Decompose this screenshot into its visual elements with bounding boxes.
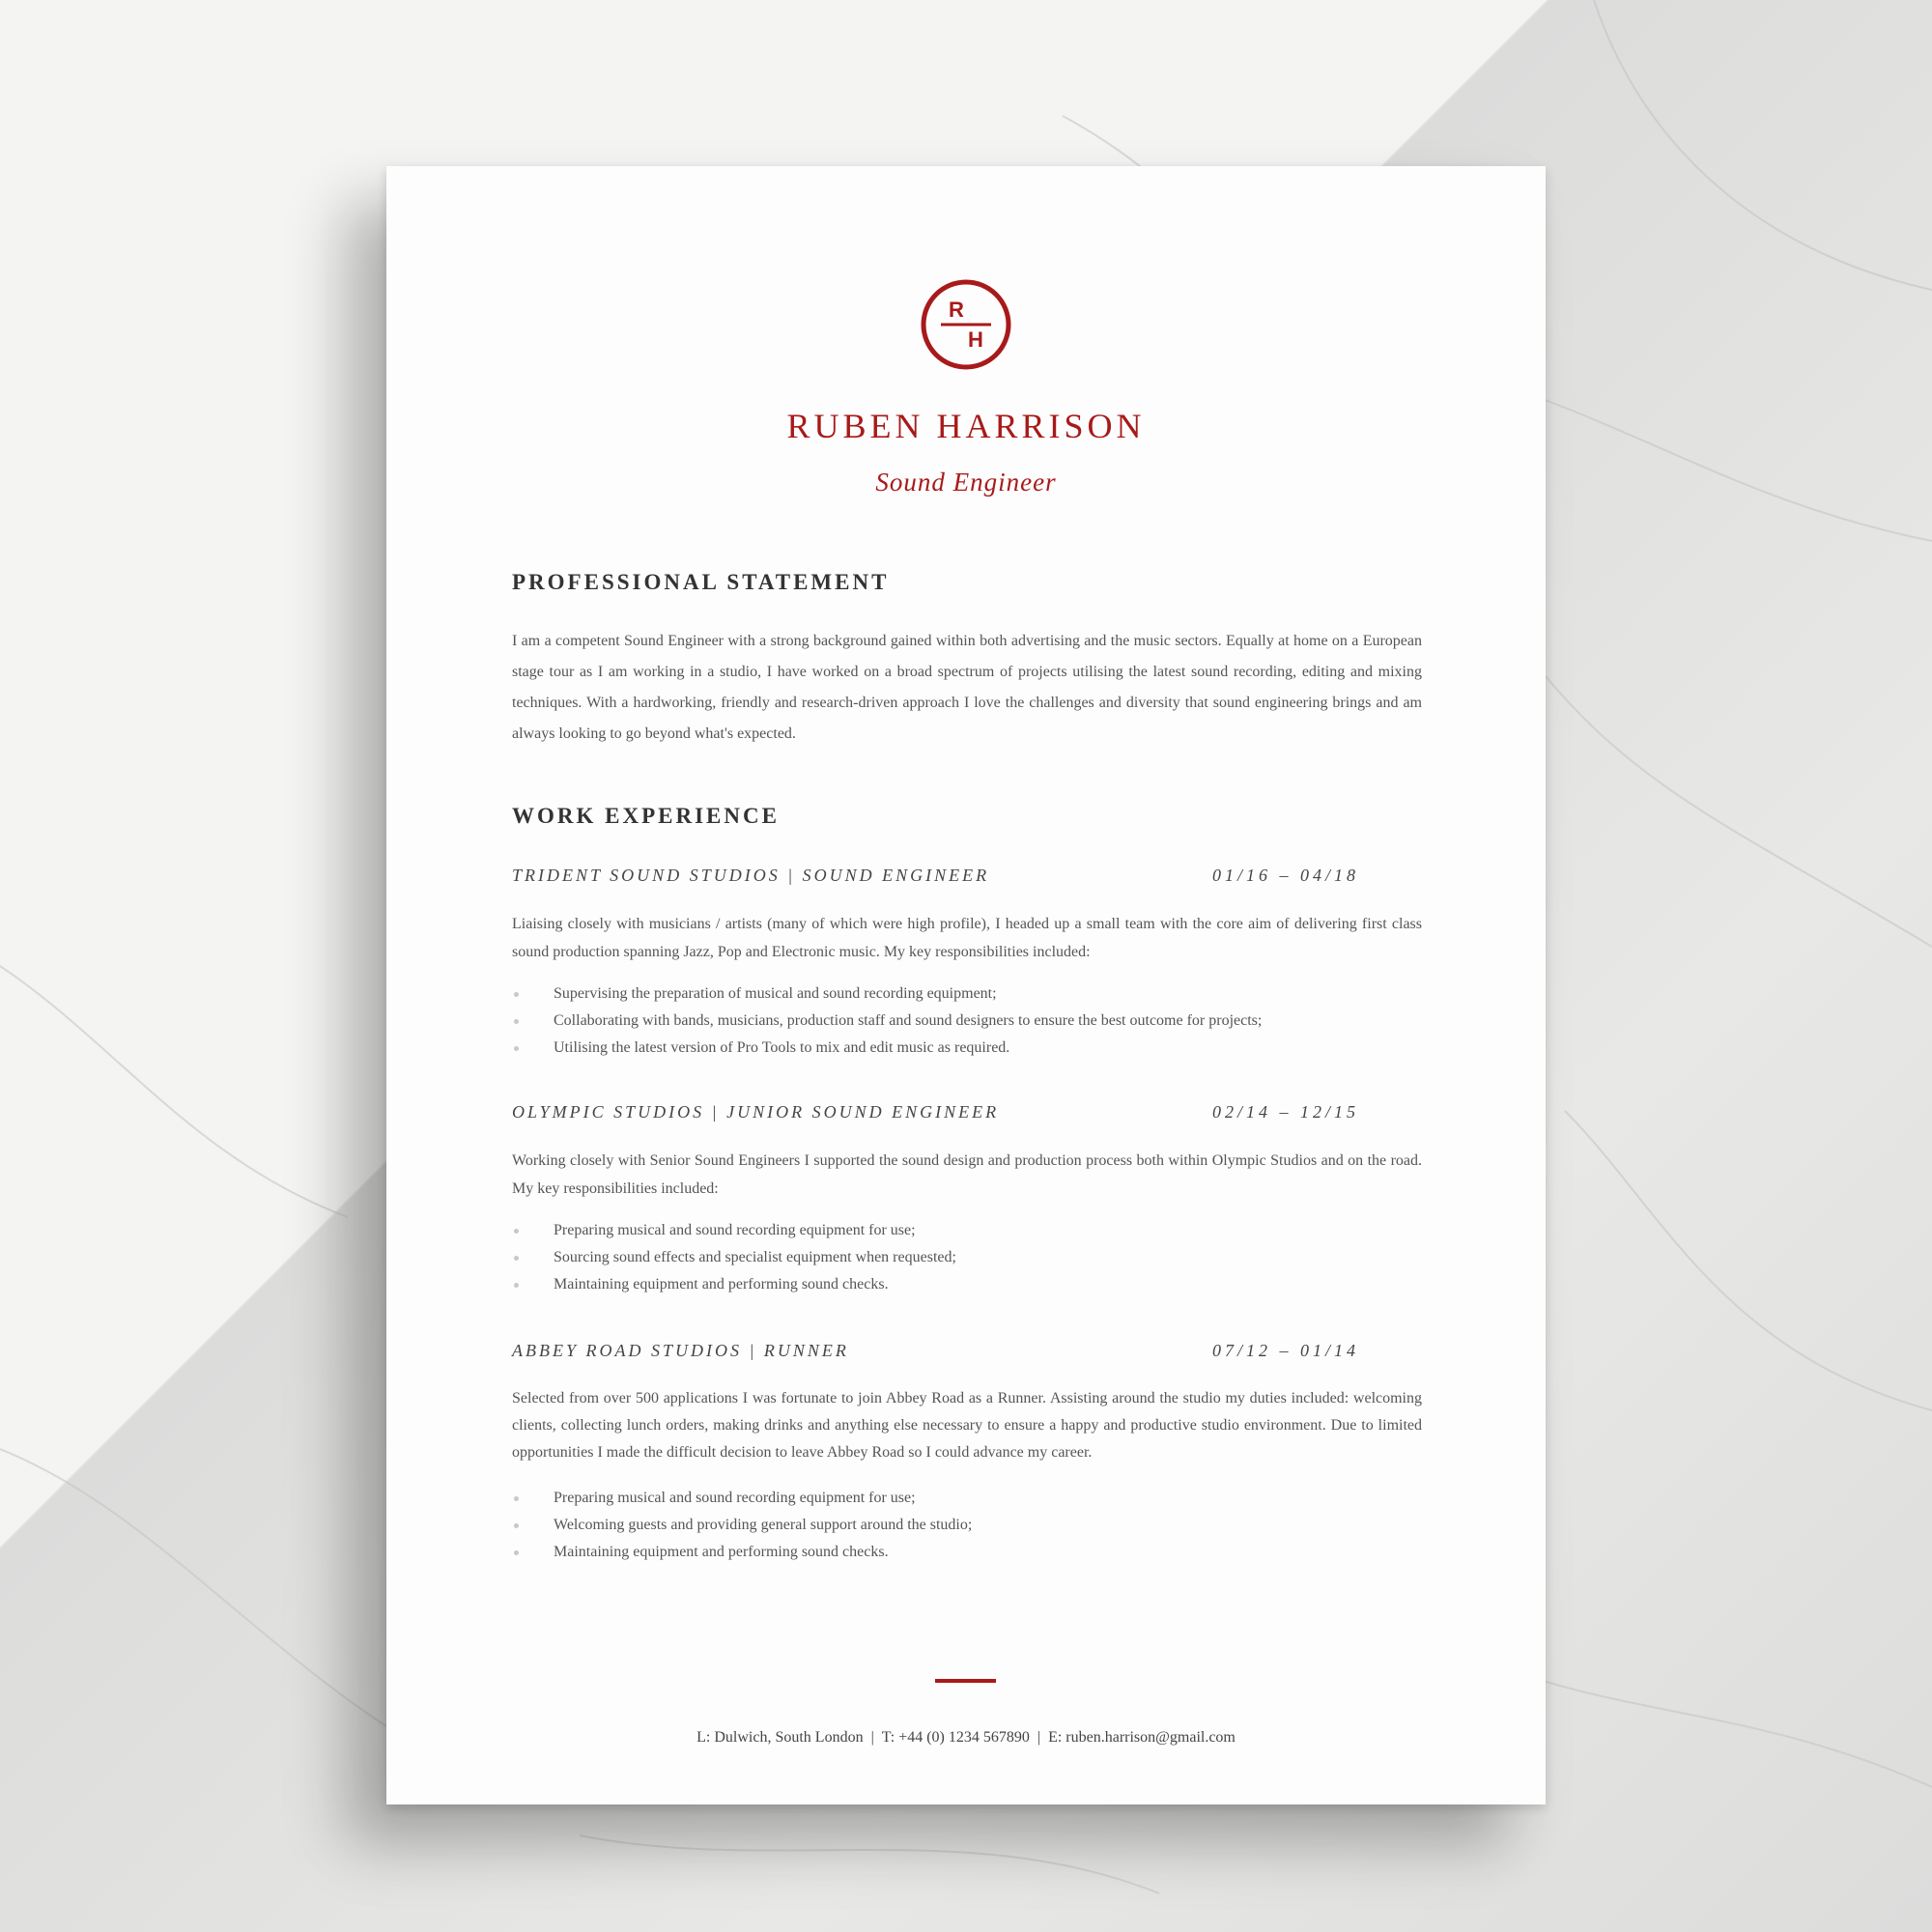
bullet-dot-icon — [514, 1046, 519, 1051]
bullet-dot-icon — [514, 1256, 519, 1261]
job-responsibilities-olympic — [512, 1217, 1422, 1298]
job-dates-trident: 01/16 – 04/18 — [1212, 866, 1360, 885]
bullet-dot-icon — [514, 992, 519, 997]
job-responsibilities-trident — [512, 980, 1422, 1062]
list-item: Preparing musical and sound recording equipment for use; — [512, 1485, 1422, 1512]
contact-email: E: ruben.harrison@gmail.com — [1048, 1729, 1236, 1746]
candidate-name: RUBEN HARRISON — [786, 407, 1146, 445]
job-description-abbey-road: Selected from over 500 applications I was fortunate to join Abbey Road as a Runner. Assisting around the studio my duties included: welcoming clients, collecting lunch orders, making drinks and anything else necessary to ensure a happy and productive studio environment. Due to limited opportunities I made the difficult decision to leave Abbey Road so I could advance my career. — [512, 1390, 1422, 1461]
list-item: Welcoming guests and providing general support around the studio; — [512, 1512, 1422, 1539]
contact-phone: T: +44 (0) 1234 567890 — [881, 1729, 1030, 1746]
job-dates-abbey-road: 07/12 – 01/14 — [1212, 1341, 1360, 1360]
contact-details — [386, 1729, 1546, 1747]
bullet-dot-icon — [514, 1283, 519, 1288]
svg-text:R: R — [949, 298, 964, 322]
list-item: Supervising the preparation of musical and sound recording equipment; — [512, 980, 1422, 1008]
list-item: Preparing musical and sound recording equipment for use; — [512, 1217, 1422, 1244]
rh-monogram-logo — [920, 278, 1012, 371]
job-description-trident: Liaising closely with musicians / artists (many of which were high profile), I headed up a small team with the core aim of delivering first class sound production spanning Jazz, Pop and Electronic music. My key responsibilities included: — [512, 916, 1422, 960]
bullet-dot-icon — [514, 1550, 519, 1555]
contact-separator: | — [870, 1729, 874, 1746]
job-title-olympic: OLYMPIC STUDIOS | JUNIOR SOUND ENGINEER — [512, 1102, 1000, 1122]
bullet-dot-icon — [514, 1523, 519, 1528]
job-dates-olympic: 02/14 – 12/15 — [1212, 1102, 1360, 1122]
professional-statement-heading: PROFESSIONAL STATEMENT — [512, 570, 890, 594]
work-experience-heading: WORK EXPERIENCE — [512, 804, 780, 828]
list-item: Utilising the latest version of Pro Tools to mix and edit music as required. — [512, 1035, 1422, 1062]
list-item: Sourcing sound effects and specialist equipment when requested; — [512, 1244, 1422, 1271]
bullet-dot-icon — [514, 1229, 519, 1234]
contact-location: L: Dulwich, South London — [696, 1729, 864, 1746]
contact-separator: | — [1037, 1729, 1041, 1746]
resume-page — [386, 166, 1546, 1804]
job-title-abbey-road: ABBEY ROAD STUDIOS | RUNNER — [512, 1341, 849, 1360]
job-responsibilities-abbey-road — [512, 1485, 1422, 1566]
footer-divider — [935, 1679, 996, 1683]
professional-statement-text: I am a competent Sound Engineer with a strong background gained within both advertising and the music sectors. Equally at home on a European stage tour as I am working in a studio, I have worked on a broad spectrum of projects utilising the latest sound recording, editing and mixing techniques. With a hardworking, friendly and research-driven approach I love the challenges and diversity that sound engineering brings and am always looking to go beyond what's expected. — [512, 633, 1422, 742]
job-description-olympic: Working closely with Senior Sound Engineers I supported the sound design and production process both within Olympic Studios and on the road. My key responsibilities included: — [512, 1152, 1422, 1197]
bullet-dot-icon — [514, 1496, 519, 1501]
list-item: Maintaining equipment and performing sound checks. — [512, 1271, 1422, 1298]
candidate-job-title: Sound Engineer — [875, 468, 1057, 497]
svg-text:H: H — [968, 327, 983, 352]
list-item: Maintaining equipment and performing sound checks. — [512, 1539, 1422, 1566]
bullet-dot-icon — [514, 1019, 519, 1024]
list-item: Collaborating with bands, musicians, production staff and sound designers to ensure the best outcome for projects; — [512, 1008, 1422, 1035]
job-title-trident: TRIDENT SOUND STUDIOS | SOUND ENGINEER — [512, 866, 990, 885]
